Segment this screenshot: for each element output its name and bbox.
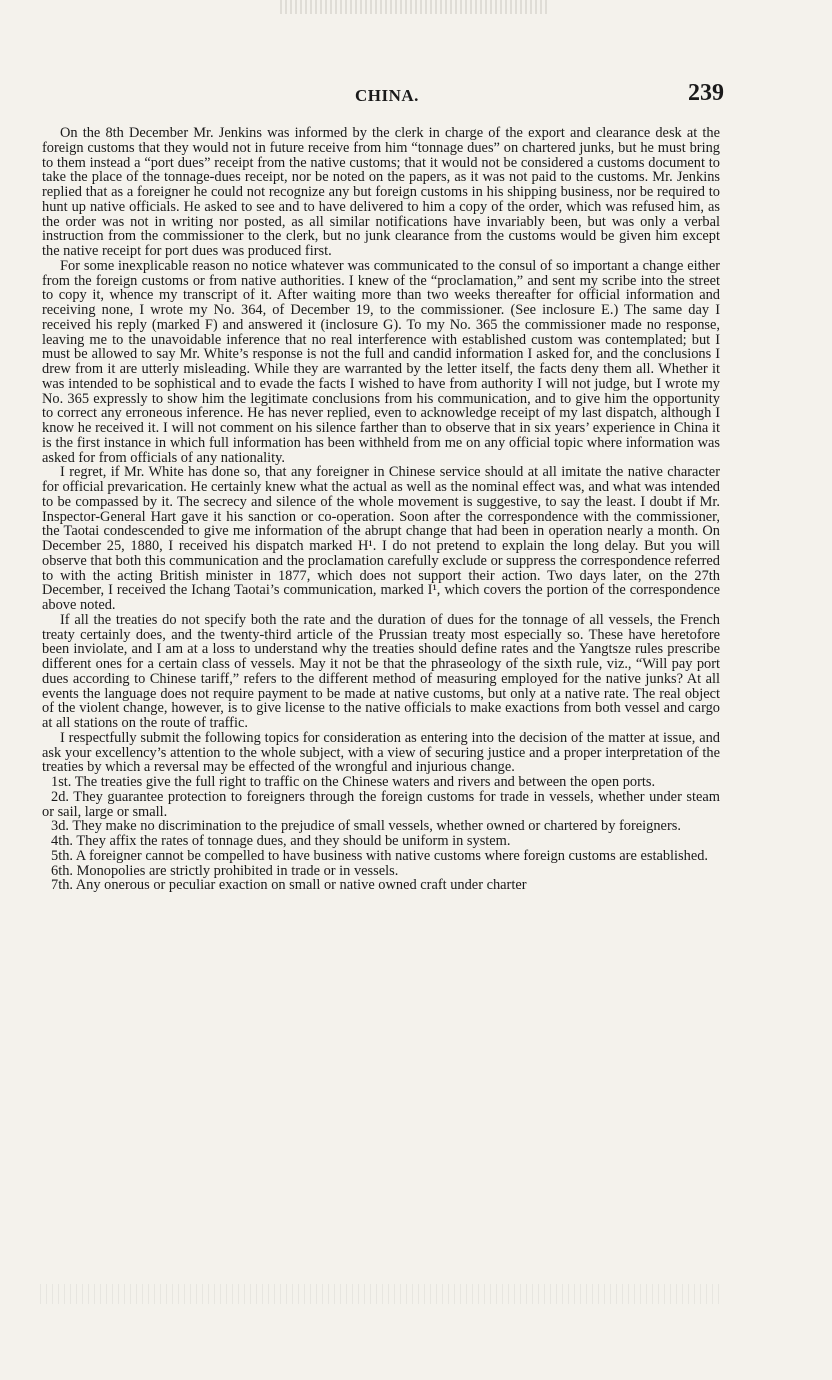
running-header (0, 80, 832, 110)
list-item: 2d. They guarantee protection to foreigners through the foreign customs for trade in vessels, whether under steam or sail, large or small. (42, 788, 720, 820)
list-item: 3d. They make no discrimination to the prejudice of small vessels, whether owned or chartered by foreigners. (51, 818, 681, 835)
page-number: 239 (688, 80, 724, 106)
list-item: 5th. A foreigner cannot be compelled to have business with native customs where foreign customs are established. (51, 847, 709, 864)
paragraph: On the 8th December Mr. Jenkins was informed by the clerk in charge of the export and clearance desk at the foreign customs that they would not in future receive from him “tonnage dues” on chartered junks, but he must bring to them instead a “port dues” receipt from the native customs; that it would not be considered a customs document to take the place of the tonnage-dues receipt, nor be noted on the papers, as it was not paid to the customs. Mr. Jenkins replied that as a foreigner he could not recognize any but foreign customs in his shipping business, nor be required to hunt up native officials. He asked to see and to have delivered to him a copy of the order, which was refused him, as the order was not in writing nor posted, as all similar notifications have invariably been, but was only a verbal instruction from the commissioner to the clerk, but no junk clearance from the customs would be given him except the native receipt for port dues was produced first. (42, 125, 720, 259)
paragraph: If all the treaties do not specify both the rate and the duration of dues for the tonnage of all vessels, the French treaty certainly does, and the twenty-third article of the Prussian treaty most especially so. These have heretofore been inviolate, and I am at a loss to understand why the treaties should define rates and the Yangtsze rules prescribe different ones for a certain class of vessels. May it not be that the phraseology of the sixth rule, viz., “Will pay port dues according to Chinese tariff,” refers to the different method of measuring employed for the native junks? At all events the language does not require payment to be made at native customs, but only at a native rate. The real object of the violent change, however, is to give license to the native officials to make exactions from both vessel and cargo at all stations on the route of traffic. (42, 611, 720, 731)
list-item: 1st. The treaties give the full right to traffic on the Chinese waters and rivers and between the open ports. (51, 774, 656, 790)
running-title: CHINA. (355, 86, 419, 105)
list-item: 7th. Any onerous or peculiar exaction on small or native owned craft under charter (51, 877, 527, 894)
scan-artifact-bottom (40, 1284, 720, 1304)
list-item: 6th. Monopolies are strictly prohibited in trade or in vessels. (51, 862, 399, 879)
paragraph: I respectfully submit the following topics for consideration as entering into the decision of the matter at issue, and ask your excellency’s attention to the whole subject, with a view of securing justice and a proper interpretation of the treaties by which a reversal may be effected of the wrongful and injurious change. (42, 729, 720, 776)
list-item: 4th. They affix the rates of tonnage dues, and they should be uniform in system. (51, 833, 511, 849)
paragraph: For some inexplicable reason no notice whatever was communicated to the consul of so important a change either from the foreign customs or from native authorities. I knew of the “proclamation,” and sent my scribe into the street to copy it, whence my transcript of it. After waiting more than two weeks thereafter for official information and receiving none, I wrote my No. 364, of December 19, to the commissioner. (See inclosure E.) The same day I received his reply (marked F) and answered it (inclosure G). To my No. 365 the commissioner made no response, leaving me to the unavoidable inference that no real interference with established custom was contemplated; but I must be allowed to say Mr. White’s response is not the full and candid information I asked for, and the conclusions I drew from it are utterly misleading. While they are warranted by the letter itself, the facts deny them all. Whether it was intended to be sophistical and to evade the facts I wished to have from authority I will not judge, but I wrote my No. 365 expressly to show him the legitimate conclusions from his communication, and to give him the opportunity to correct any erroneous inference. He has never replied, even to acknowledge receipt of my last dispatch, although I know he received it. I will not comment on his silence farther than to observe that in six years’ experience in China it is the first instance in which full information has been withheld from me on any official topic where information was asked for from officials of any nationality. (42, 257, 720, 466)
paragraph: I regret, if Mr. White has done so, that any foreigner in Chinese service should at all imitate the native character for official prevarication. He certainly knew what the actual as well as the nominal effect was, and what was intended to be compassed by it. The secrecy and silence of the whole movement is suggestive, to say the least. I doubt if Mr. Inspector-General Hart gave it his sanction or co-operation. Soon after the correspondence with the commissioner, the Taotai condescended to give me information of the abrupt change that had been in operation nearly a month. On December 25, 1880, I received his dispatch marked H¹. I do not pretend to explain the long delay. But you will observe that both this communication and the proclamation carefully exclude or suppress the correspondence referred to with the acting British minister in 1877, which does not support their action. Two days later, on the 27th December, I received the Ichang Taotai’s communication, marked I¹, which covers the portion of the correspondence above noted. (42, 464, 720, 613)
scan-artifact-top (280, 0, 550, 14)
body-text (42, 126, 720, 893)
